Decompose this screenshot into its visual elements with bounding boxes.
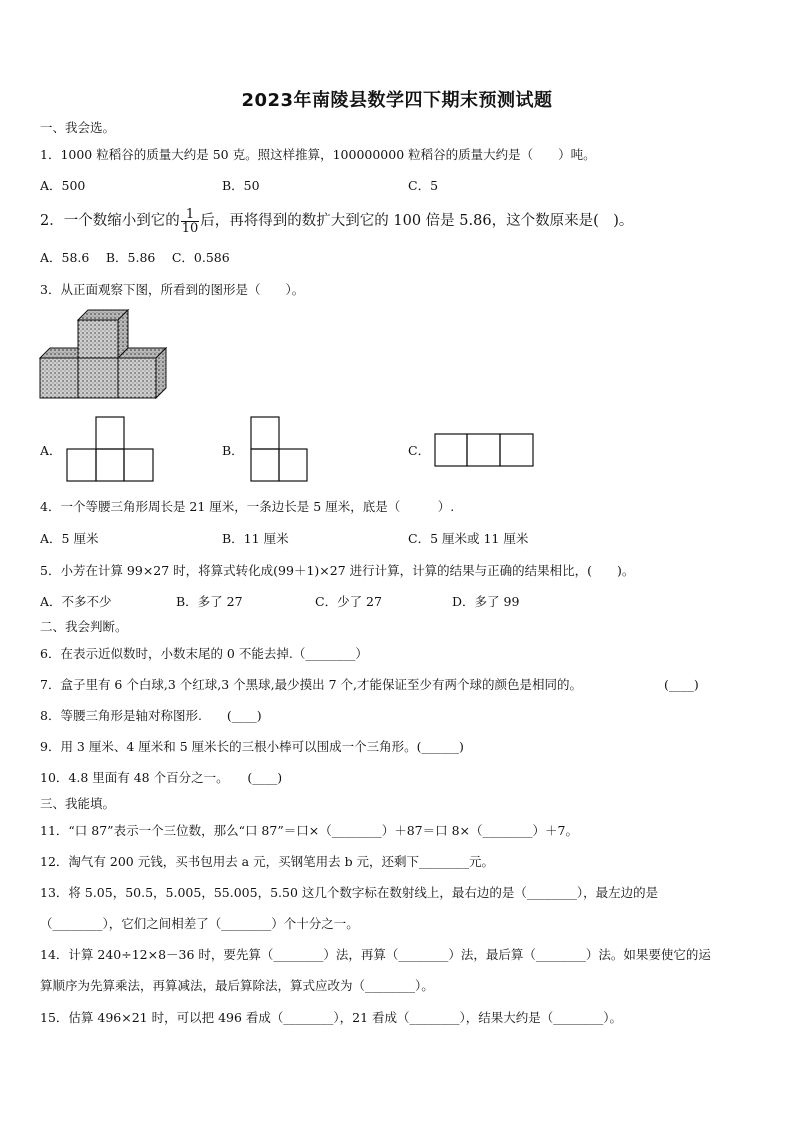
q3-option-c-figure xyxy=(434,433,534,467)
question-14-line-2: 算顺序为先算乘法，再算减法，最后算除法，算式应改为（________）。 xyxy=(40,978,434,993)
question-3: 3．从正面观察下图，所看到的图形是（ ）。 xyxy=(40,282,305,297)
question-13-line-1: 13．将 5.05，50.5，5.005，55.005，5.50 这几个数字标在数射线上，最右边的是（________），最左边的是 xyxy=(40,885,659,900)
q3-option-c: C． xyxy=(408,443,431,458)
q3-option-b: B． xyxy=(222,443,244,458)
q1-option-c: C．5 xyxy=(408,178,439,193)
q1-option-b: B．50 xyxy=(222,178,260,193)
question-13-line-2: （________），它们之间相差了（________）个十分之一。 xyxy=(40,916,359,931)
q4-option-a: A．5 厘米 xyxy=(40,531,99,546)
fraction-one-tenth xyxy=(181,208,200,235)
question-5: 5．小芳在计算 99×27 时，将算式转化成(99＋1)×27 进行计算，计算的结果与正确的结果相比，( )。 xyxy=(40,563,635,578)
question-6: 6．在表示近似数时，小数末尾的 0 不能去掉.（________） xyxy=(40,646,368,661)
section-heading-choose: 一、我会选。 xyxy=(40,120,116,135)
question-4: 4．一个等腰三角形周长是 21 厘米，一条边长是 5 厘米，底是（ ）. xyxy=(40,499,455,514)
fraction-denominator: 10 xyxy=(181,220,199,236)
q5-option-d: D．多了 99 xyxy=(452,594,520,609)
q2-text-before: 2．一个数缩小到它的 xyxy=(40,213,180,229)
q5-option-b: B．多了 27 xyxy=(176,594,243,609)
page-title: 2023年南陵县数学四下期末预测试题 xyxy=(241,90,553,111)
question-11: 11．“口 87”表示一个三位数，那么“口 87”＝口×（________）＋87＝口 8×（________）＋7。 xyxy=(40,823,578,838)
question-9: 9．用 3 厘米、4 厘米和 5 厘米长的三根小棒可以围成一个三角形。(______) xyxy=(40,739,464,754)
q1-option-a: A．500 xyxy=(40,178,86,193)
q4-option-b: B．11 厘米 xyxy=(222,531,289,546)
q4-option-c: C．5 厘米或 11 厘米 xyxy=(408,531,529,546)
q5-option-a: A．不多不少 xyxy=(40,594,112,609)
question-1: 1．1000 粒稻谷的质量大约是 50 克。照这样推算，100000000 粒稻谷的质量大约是（ ）吨。 xyxy=(40,147,596,162)
question-12: 12．淘气有 200 元钱，买书包用去 a 元，买钢笔用去 b 元，还剩下________元。 xyxy=(40,854,495,869)
section-heading-fill: 三、我能填。 xyxy=(40,796,116,811)
q3-option-a-figure xyxy=(66,416,154,482)
section-heading-judge: 二、我会判断。 xyxy=(40,619,128,634)
fraction-numerator: 1 xyxy=(181,208,200,222)
question-2 xyxy=(40,207,633,235)
question-8: 8．等腰三角形是轴对称图形. (____) xyxy=(40,708,262,723)
q5-option-c: C．少了 27 xyxy=(315,594,382,609)
q2-options: A．58.6 B．5.86 C．0.586 xyxy=(40,250,230,265)
q3-option-a: A． xyxy=(40,443,62,458)
q7-answer-blank: (____) xyxy=(664,677,699,692)
question-10: 10．4.8 里面有 48 个百分之一。 (____) xyxy=(40,770,283,785)
question-15: 15．估算 496×21 时，可以把 496 看成（________），21 看成（________），结果大约是（________）。 xyxy=(40,1010,623,1025)
q3-option-b-figure xyxy=(250,416,308,482)
cube-stack-figure xyxy=(38,308,170,404)
q2-text-after: 后，再将得到的数扩大到它的 100 倍是 5.86，这个数原来是( )。 xyxy=(200,213,634,229)
question-14-line-1: 14．计算 240÷12×8－36 时，要先算（________）法，再算（________）法，最后算（________）法。如果要使它的运 xyxy=(40,947,711,962)
question-7: 7．盒子里有 6 个白球,3 个红球,3 个黑球,最少摸出 7 个,才能保证至少有两个球的颜色是相同的。 xyxy=(40,677,582,692)
